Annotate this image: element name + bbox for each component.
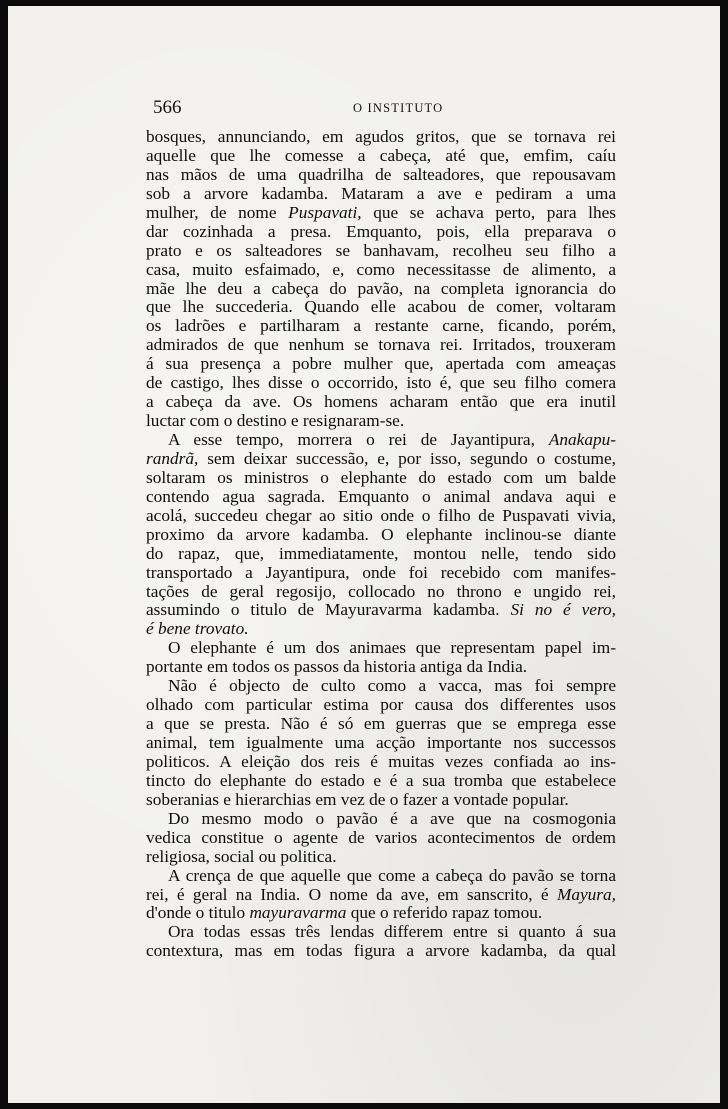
text-line [146,583,616,602]
line-text: soberanias e hierarchias em vez de o fazer a vontade popular. [146,790,569,809]
line-text: Não é objecto de culto como a vacca, mas foi sempre [168,677,616,696]
text-line [146,867,616,886]
text-line [146,431,616,450]
text-line [146,848,616,867]
text-line [146,829,616,848]
line-text: animal, tem igualmente uma acção importante nos successos [146,734,616,752]
page-number: 566 [153,97,182,118]
line-italic-text: Si no é vero, [510,601,616,620]
text-line [146,204,616,223]
line-text: sob a arvore kadamba. Mataram a ave e pediram a uma [146,184,616,203]
text-line [146,526,616,545]
text-line [146,261,616,280]
text-line [146,810,616,829]
text-line [146,677,616,696]
text-line [146,412,616,431]
line-text: portante em todos os passos da historia antiga da India. [146,658,528,677]
line-text: luctar com o destino e resignaram-se. [146,412,405,431]
line-text: aquelle que lhe comesse a cabeça, até que, emfim, caíu [146,146,616,165]
text-line [146,923,616,942]
line-text: a cabeça da ave. Os homens acharam então que era inutil [146,393,616,412]
line-text: prato e os salteadores se banhavam, recolheu seu filho a [146,241,616,260]
text-line [146,904,616,923]
text-line [146,185,616,204]
text-line [146,545,616,564]
text-line [146,355,616,374]
text-line [146,374,616,393]
line-text: do rapaz, que, immediatamente, montou nelle, tendo sido [146,544,616,563]
line-text: de castigo, lhes disse o occorrido, isto é, que seu filho comera [146,374,616,393]
line-italic-text: é bene trovato. [146,620,249,639]
line-text: Do mesmo modo o pavão é a ave que na cosmogonia [168,809,616,828]
text-line [146,942,616,961]
line-text: politicos. A eleição dos reis é muitas vezes confiada ao ins- [146,752,616,771]
line-text: O elephante é um dos animaes que representam papel im- [168,639,616,658]
text-line [146,696,616,715]
line-italic-text: randrã, [146,449,199,468]
text-line [146,242,616,261]
line-italic-text: mayuravarma [249,904,347,923]
line-text: dar cozinhada a presa. Emquanto, pois, ella preparava o [146,222,616,241]
text-line [146,564,616,583]
text-line [146,450,616,469]
text-line [146,223,616,242]
text-line [146,166,616,185]
line-text: a que se presta. Não é só em guerras que se emprega esse [146,715,616,734]
running-title: O INSTITUTO [353,101,444,115]
line-text: olhado com particular estima por causa dos differentes usos [146,696,616,715]
line-text: rei, é geral na India. O nome da ave, em sanscrito, é [146,885,557,904]
line-text: que lhe succederia. Quando elle acabou de comer, voltaram [146,298,616,317]
text-line [146,772,616,791]
text-line [146,336,616,355]
text-line [146,620,616,639]
line-text: tações de geral regosijo, collocado no throno e ungido rei, [146,582,616,601]
text-line [146,469,616,488]
text-line [146,393,616,412]
text-line [146,658,616,677]
text-line [146,488,616,507]
line-text: transportado a Jayantipura, onde foi recebido com manifes- [146,563,616,582]
page-header [153,97,623,121]
text-line [146,601,616,620]
line-text: A esse tempo, morrera o rei de Jayantipura, [168,431,549,449]
text-line [146,317,616,336]
line-text-after: que o referido rapaz tomou. [346,904,543,923]
text-line [146,639,616,658]
line-text: tincto do elephante do estado e é a sua tromba que estabelece [146,771,616,790]
text-line [146,791,616,810]
text-line [146,507,616,526]
line-text-after: que se achava perto, para lhes [361,203,616,222]
line-text: proximo da arvore kadamba. O elephante inclinou-se diante [146,525,616,544]
line-text: d'onde o titulo [146,904,250,923]
line-text: assumindo o titulo de Mayuravarma kadamba. [146,601,511,620]
line-text: contendo agua sagrada. Emquanto o animal andava aqui e [146,487,616,506]
line-text: bosques, annunciando, em agudos gritos, que se tornava rei [146,128,616,146]
line-text: religiosa, social ou politica. [146,847,337,866]
line-text: Ora todas essas três lendas differem entre si quanto á sua [168,923,616,942]
line-text: soltaram os ministros o elephante do estado com um balde [146,468,616,487]
text-line [146,147,616,166]
line-italic-text: Anakapu- [548,431,616,449]
line-text: os ladrões e partilharam a restante carne, ficando, porém, [146,317,616,336]
line-text: acolá, succedeu chegar ao sitio onde o filho de Puspavati vivia, [146,506,616,525]
line-italic-text: Mayura, [556,885,616,904]
text-line [146,128,616,147]
line-text: nas mãos de uma quadrilha de salteadores, que repousavam [146,165,616,184]
text-line [146,715,616,734]
text-line [146,753,616,772]
text-line [146,734,616,753]
text-line [146,280,616,299]
line-text: casa, muito esfaimado, e, como necessitasse de alimento, a [146,260,616,279]
line-text-after: sem deixar successão, e, por isso, segundo o costume, [198,449,616,468]
line-text: admirados de que nenhum se tornava rei. Irritados, trouxeram [146,336,616,355]
text-line [146,298,616,317]
line-text: á sua presença a pobre mulher que, apertada com ameaças [146,355,616,374]
line-text: mulher, de nome [146,203,289,222]
line-text: mãe lhe deu a cabeça do pavão, na completa ignorancia do [146,279,616,298]
body-text [146,128,616,961]
line-text: contextura, mas em todas figura a arvore kadamba, da qual [146,942,616,961]
line-italic-text: Puspavati, [288,203,362,222]
line-text: A crença de que aquelle que come a cabeça do pavão se torna [168,866,616,885]
line-text: vedica constitue o agente de varios acontecimentos de ordem [146,828,616,847]
text-line [146,886,616,905]
